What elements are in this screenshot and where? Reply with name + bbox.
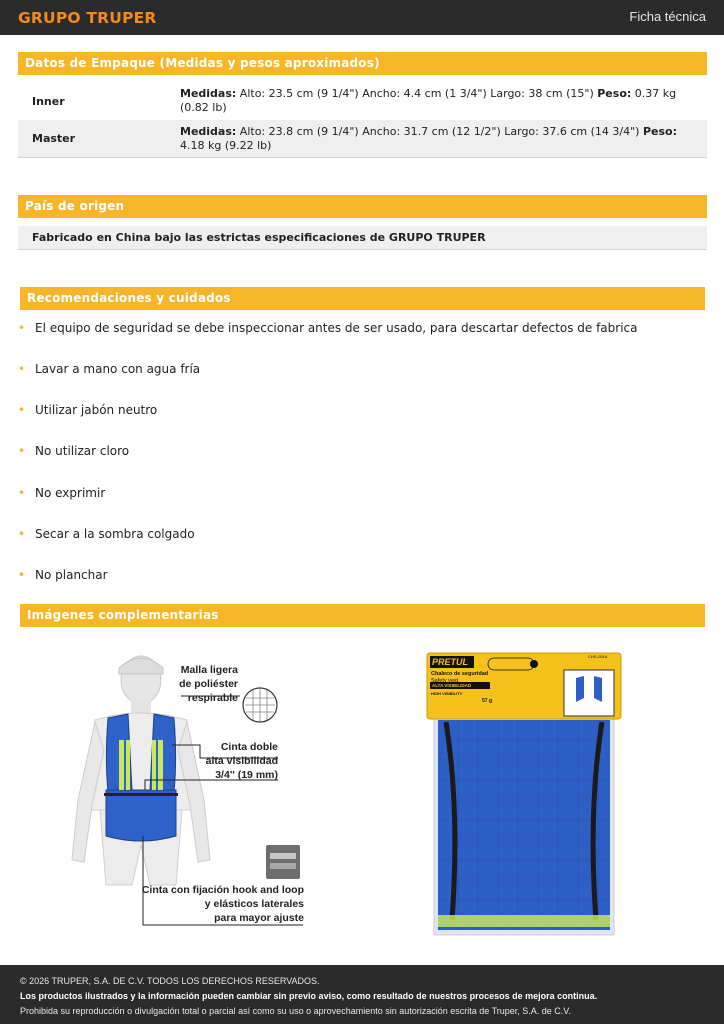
callout-line: alta visibilidad bbox=[205, 755, 278, 767]
hook-loop-icon bbox=[266, 845, 300, 879]
packaging-row-details bbox=[180, 87, 700, 115]
bullet-icon: • bbox=[18, 321, 26, 335]
package-weight: 57 g bbox=[482, 698, 493, 704]
footer-notice: Los productos ilustrados y la información pueden cambiar sin previo aviso, como resultado de nuestros procesos de mejora continua. bbox=[20, 991, 598, 1001]
package-line1: ALTA VISIBILIDAD bbox=[432, 683, 472, 688]
bullet-icon: • bbox=[18, 403, 26, 417]
packaging-row-master bbox=[18, 120, 707, 158]
measures-value: Alto: 23.8 cm (9 1/4") Ancho: 31.7 cm (12 1/2") Largo: 37.6 cm (14 3/4") bbox=[236, 125, 643, 138]
list-item-text: El equipo de seguridad se debe inspeccionar antes de ser usado, para descartar defectos de fabrica bbox=[35, 321, 638, 335]
callout-line: Cinta doble bbox=[220, 741, 278, 753]
bullet-icon: • bbox=[18, 486, 26, 500]
weight-label: Peso: bbox=[597, 87, 632, 100]
packaging-row-label: Inner bbox=[32, 95, 65, 108]
measures-label: Medidas: bbox=[180, 125, 237, 138]
package-title-es: Chaleco de seguridad bbox=[431, 671, 489, 677]
callout-line: Malla ligera bbox=[180, 664, 238, 676]
footer-legal: Prohibida su reproducción o divulgación total o parcial así como su uso o aprovechamiento sin autorización escrita de Truper, S.A. de C.V. bbox=[20, 1006, 571, 1016]
package-line2: HIGH VISIBILITY bbox=[431, 691, 463, 696]
origin-text: Fabricado en China bajo las estrictas especificaciones de GRUPO TRUPER bbox=[18, 226, 707, 250]
measures-label: Medidas: bbox=[180, 87, 237, 100]
brand-logo: GRUPO TRUPER bbox=[18, 9, 157, 27]
weight-value: 4.18 kg (9.22 lb) bbox=[180, 139, 272, 152]
list-item-text: Secar a la sombra colgado bbox=[35, 527, 195, 541]
callout-line: de poliéster bbox=[179, 678, 238, 690]
bullet-icon: • bbox=[18, 527, 26, 541]
mesh-callout bbox=[160, 663, 238, 705]
callout-line: 3/4'' (19 mm) bbox=[215, 769, 278, 781]
complementary-images bbox=[0, 640, 724, 940]
bullet-icon: • bbox=[18, 362, 26, 376]
packaging-row-inner bbox=[18, 80, 707, 120]
list-item-text: No utilizar cloro bbox=[35, 444, 130, 458]
origin-section-header: País de origen bbox=[18, 195, 707, 218]
tape-callout bbox=[188, 740, 278, 782]
bullet-icon: • bbox=[18, 568, 26, 582]
top-bar bbox=[0, 0, 724, 35]
list-item-text: No planchar bbox=[35, 568, 108, 582]
document-type: Ficha técnica bbox=[629, 9, 706, 24]
callout-line: Cinta con fijación hook and loop bbox=[141, 884, 304, 896]
footer bbox=[0, 965, 724, 1024]
recommendations-section-header: Recomendaciones y cuidados bbox=[20, 287, 705, 310]
bullet-icon: • bbox=[18, 444, 26, 458]
list-item-text: Lavar a mano con agua fría bbox=[35, 362, 201, 376]
weight-value: 0.37 kg (0.82 lb) bbox=[180, 87, 677, 114]
measures-value: Alto: 23.5 cm (9 1/4") Ancho: 4.4 cm (1 3/4") Largo: 38 cm (15") bbox=[236, 87, 598, 100]
callout-line: y elásticos laterales bbox=[204, 898, 304, 910]
footer-copyright: © 2026 TRUPER, S.A. DE C.V. TODOS LOS DERECHOS RESERVADOS. bbox=[20, 976, 320, 986]
package-code: CHS-204A bbox=[588, 654, 608, 659]
packaging-section-header: Datos de Empaque (Medidas y pesos aproximados) bbox=[18, 52, 707, 75]
list-item-text: Utilizar jabón neutro bbox=[35, 403, 158, 417]
packaging-row-details bbox=[180, 125, 700, 153]
package-title-en: Safety vest bbox=[431, 678, 459, 684]
callout-line: para mayor ajuste bbox=[214, 912, 304, 924]
hook-loop-callout bbox=[140, 883, 304, 925]
package-brand: PRETUL bbox=[432, 657, 468, 667]
packaging-row-label: Master bbox=[32, 132, 76, 145]
mesh-detail-icon bbox=[243, 688, 277, 722]
callout-line: respirable bbox=[187, 692, 238, 704]
list-item-text: No exprimir bbox=[35, 486, 106, 500]
weight-label: Peso: bbox=[642, 125, 677, 138]
images-section-header: Imágenes complementarias bbox=[20, 604, 705, 627]
